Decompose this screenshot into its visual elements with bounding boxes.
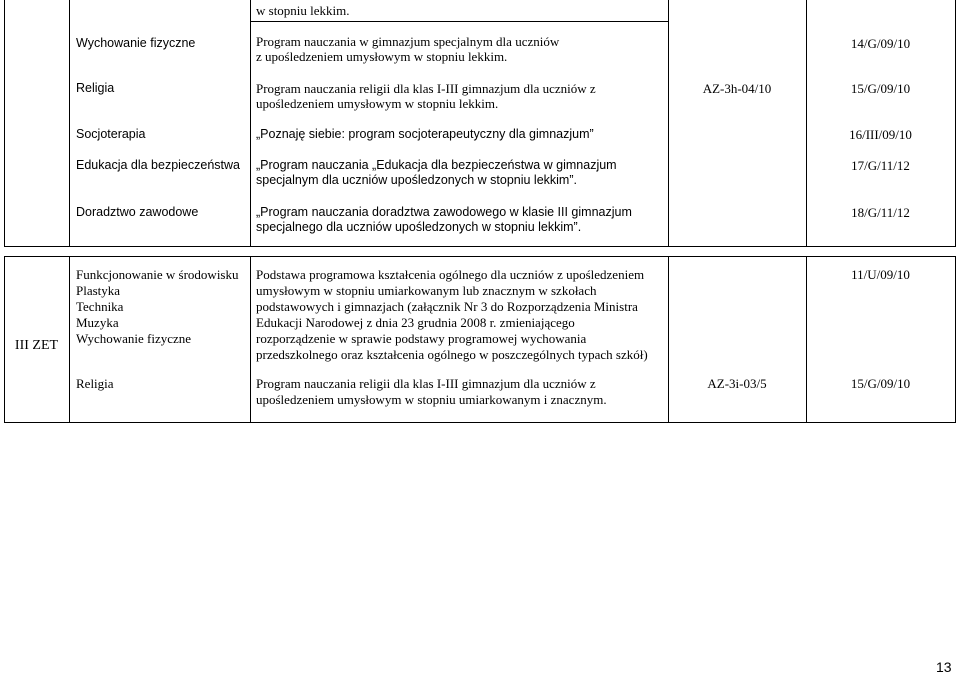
program-cell: rozporządzenie w sprawie podstawy programowej wychowania [256,331,587,346]
program-cell: Program nauczania w gimnazjum specjalnym dla uczniów [256,34,560,49]
number-cell: 15/G/09/10 [850,376,911,391]
program-cell: specjalnym dla uczniów upośledzonych w stopniu lekkim”. [256,173,577,187]
program-cell: „Program nauczania doradztwa zawodowego w klasie III gimnazjum [256,205,632,219]
program-cell: w stopniu lekkim. [256,3,350,18]
number-cell: 14/G/09/10 [850,36,911,51]
subject-cell: Plastyka [76,283,121,298]
program-cell: specjalnego dla uczniów upośledzonych w stopniu lekkim”. [256,220,582,234]
approval-cell: AZ-3i-03/5 [707,376,767,391]
table2-border-col2 [250,256,251,422]
row-divider [250,21,668,22]
program-cell: „Poznaję siebie: program socjoterapeutyczny dla gimnazjum” [256,127,594,141]
subject-cell: Funkcjonowanie w środowisku [76,267,239,282]
program-cell: z upośledzeniem umysłowym w stopniu lekkim. [256,49,508,64]
subject-cell: Wychowanie fizyczne [76,36,196,50]
table1-border-right [955,0,956,246]
number-cell: 11/U/09/10 [851,267,910,282]
program-cell: przedszkolnego oraz kształcenia ogólnego w poszczególnych typach szkół) [256,347,648,362]
subject-cell: Doradztwo zawodowe [76,205,199,219]
table1-border-left [4,0,5,246]
program-cell: Program nauczania religii dla klas I-III gimnazjum dla uczniów z [256,81,596,96]
table2-border-bottom [4,422,956,423]
table2-border-top [4,256,956,257]
table1-border-bottom [4,246,956,247]
subject-cell: Edukacja dla bezpieczeństwa [76,158,240,172]
subject-cell: Socjoterapia [76,127,146,141]
table1-border-col2 [250,0,251,246]
program-cell: „Program nauczania „Edukacja dla bezpieczeństwa w gimnazjum [256,158,617,172]
subject-cell: Technika [76,299,124,314]
program-cell: Program nauczania religii dla klas I-III gimnazjum dla uczniów z [256,376,596,391]
subject-cell: Religia [76,81,115,95]
number-cell: 16/III/09/10 [849,127,912,142]
subject-cell: Religia [76,376,114,391]
number-cell: 17/G/11/12 [851,158,910,173]
program-cell: Podstawa programowa kształcenia ogólnego dla uczniów z upośledzeniem [256,267,645,282]
approval-cell: AZ-3h-04/10 [702,81,772,96]
program-cell: podstawowych i gimnazjach (załącznik Nr 3 do Rozporządzenia Ministra [256,299,638,314]
table2-border-col1 [69,256,70,422]
program-cell: upośledzeniem umysłowym w stopniu umiarkowanym i znacznym. [256,392,607,407]
subject-cell: Muzyka [76,315,119,330]
program-cell: Edukacji Narodowej z dnia 23 grudnia 2008 r. zmieniającego [256,315,575,330]
program-cell: umysłowym w stopniu umiarkowanym lub znacznym w szkołach [256,283,597,298]
number-cell: 15/G/09/10 [850,81,911,96]
table1-border-col1 [69,0,70,246]
table2-border-right [955,256,956,422]
program-cell: upośledzeniem umysłowym w stopniu lekkim. [256,96,499,111]
table1-border-col3 [668,0,669,246]
page-number: 13 [936,659,952,675]
subject-cell: Wychowanie fizyczne [76,331,192,346]
group-label: III ZET [14,338,59,353]
table2-border-col3 [668,256,669,422]
number-cell: 18/G/11/12 [851,205,910,220]
